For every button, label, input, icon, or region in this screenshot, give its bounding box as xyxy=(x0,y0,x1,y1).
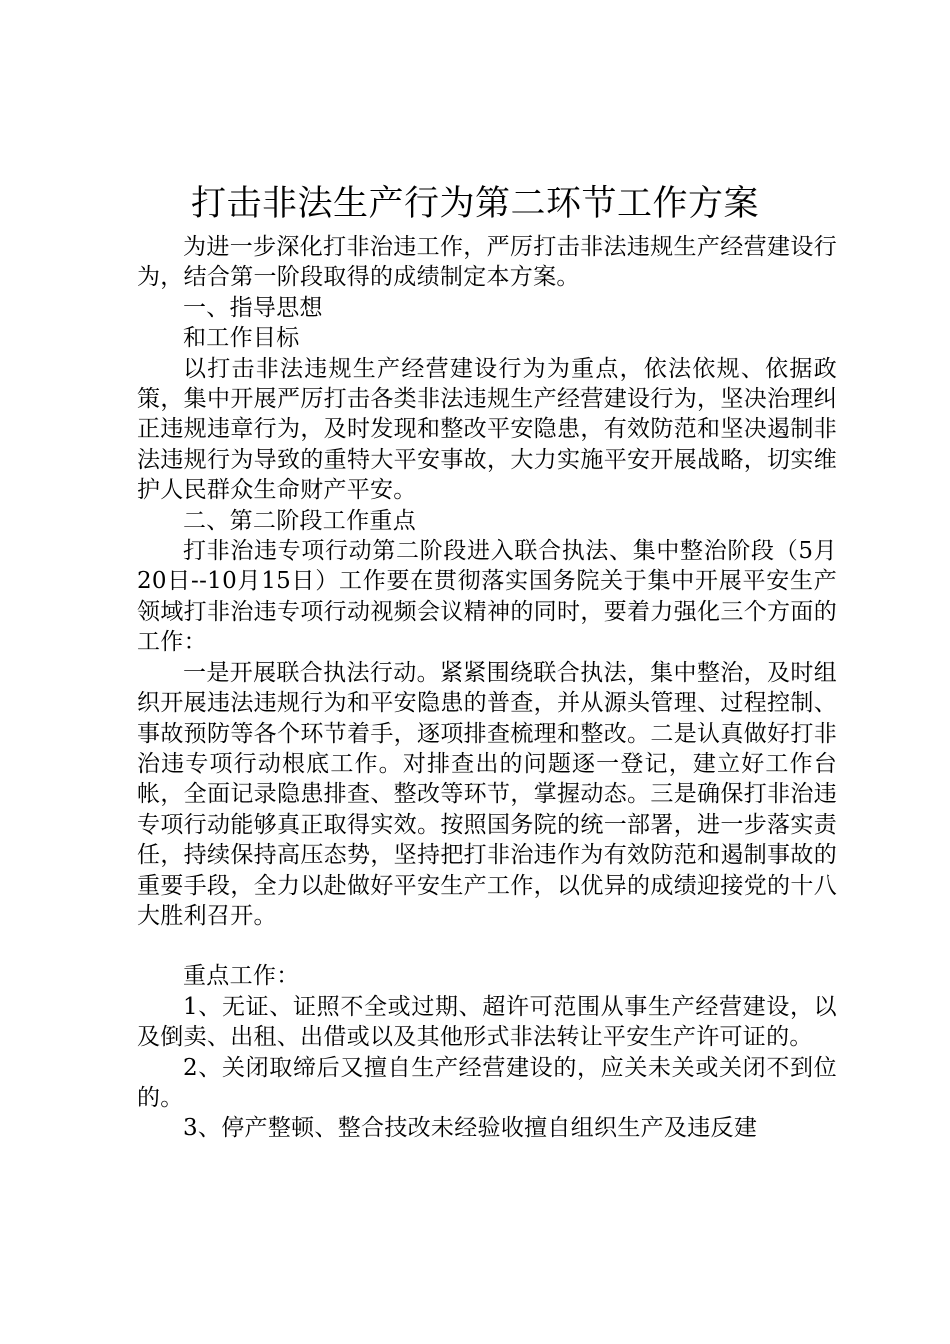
key-work-item-3: 3、停产整顿、整合技改未经验收擅自组织生产及违反建 xyxy=(183,1115,758,1142)
document-body xyxy=(137,232,837,1144)
phase-two-paragraph: 打非治违专项行动第二阶段进入联合执法、集中整治阶段（5月20日--10月15日）工作要在贯彻落实国务院关于集中开展平安生产领域打非治违专项行动视频会议精神的同时，要着力强化三个方面的工作： xyxy=(137,538,837,656)
section-heading-phase-two: 二、第二阶段工作重点 xyxy=(183,507,416,534)
section-heading-guiding-thought: 一、指导思想 xyxy=(183,294,323,321)
key-work-heading: 重点工作： xyxy=(183,963,300,990)
document-title: 打击非法生产行为第二环节工作方案 xyxy=(190,184,759,224)
three-aspects-paragraph: 一是开展联合执法行动。紧紧围绕联合执法，集中整治，及时组织开展违法违规行为和平安隐患的普查，并从源头管理、过程控制、事故预防等各个环节着手，逐项排查梳理和整改。二是认真做好打非治违专项行动根底工作。对排查出的问题逐一登记，建立好工作台帐，全面记录隐患排查、整改等环节，掌握动态。三是确保打非治违专项行动能够真正取得实效。按照国务院的统一部署，进一步落实责任，持续保持高压态势，坚持把打非治违作为有效防范和遏制事故的重要手段，全力以赴做好平安生产工作，以优异的成绩迎接党的十八大胜利召开。 xyxy=(137,659,837,929)
paragraph-gap xyxy=(137,931,837,961)
section-heading-work-goal: 和工作目标 xyxy=(183,325,300,352)
goal-paragraph: 以打击非法违规生产经营建设行为为重点，依法依规、依据政策，集中开展严厉打击各类非法违规生产经营建设行为，坚决治理纠正违规违章行为，及时发现和整改平安隐患，有效防范和坚决遏制非法违规行为导致的重特大平安事故，大力实施平安开展战略，切实维护人民群众生命财产平安。 xyxy=(137,355,837,504)
intro-paragraph: 为进一步深化打非治违工作，严厉打击非法违规生产经营建设行为，结合第一阶段取得的成绩制定本方案。 xyxy=(137,234,837,291)
key-work-item-2: 2、关闭取缔后又擅自生产经营建设的，应关未关或关闭不到位的。 xyxy=(137,1054,837,1111)
key-work-item-1: 1、无证、证照不全或过期、超许可范围从事生产经营建设，以及倒卖、出租、出借或以及其他形式非法转让平安生产许可证的。 xyxy=(137,993,837,1051)
